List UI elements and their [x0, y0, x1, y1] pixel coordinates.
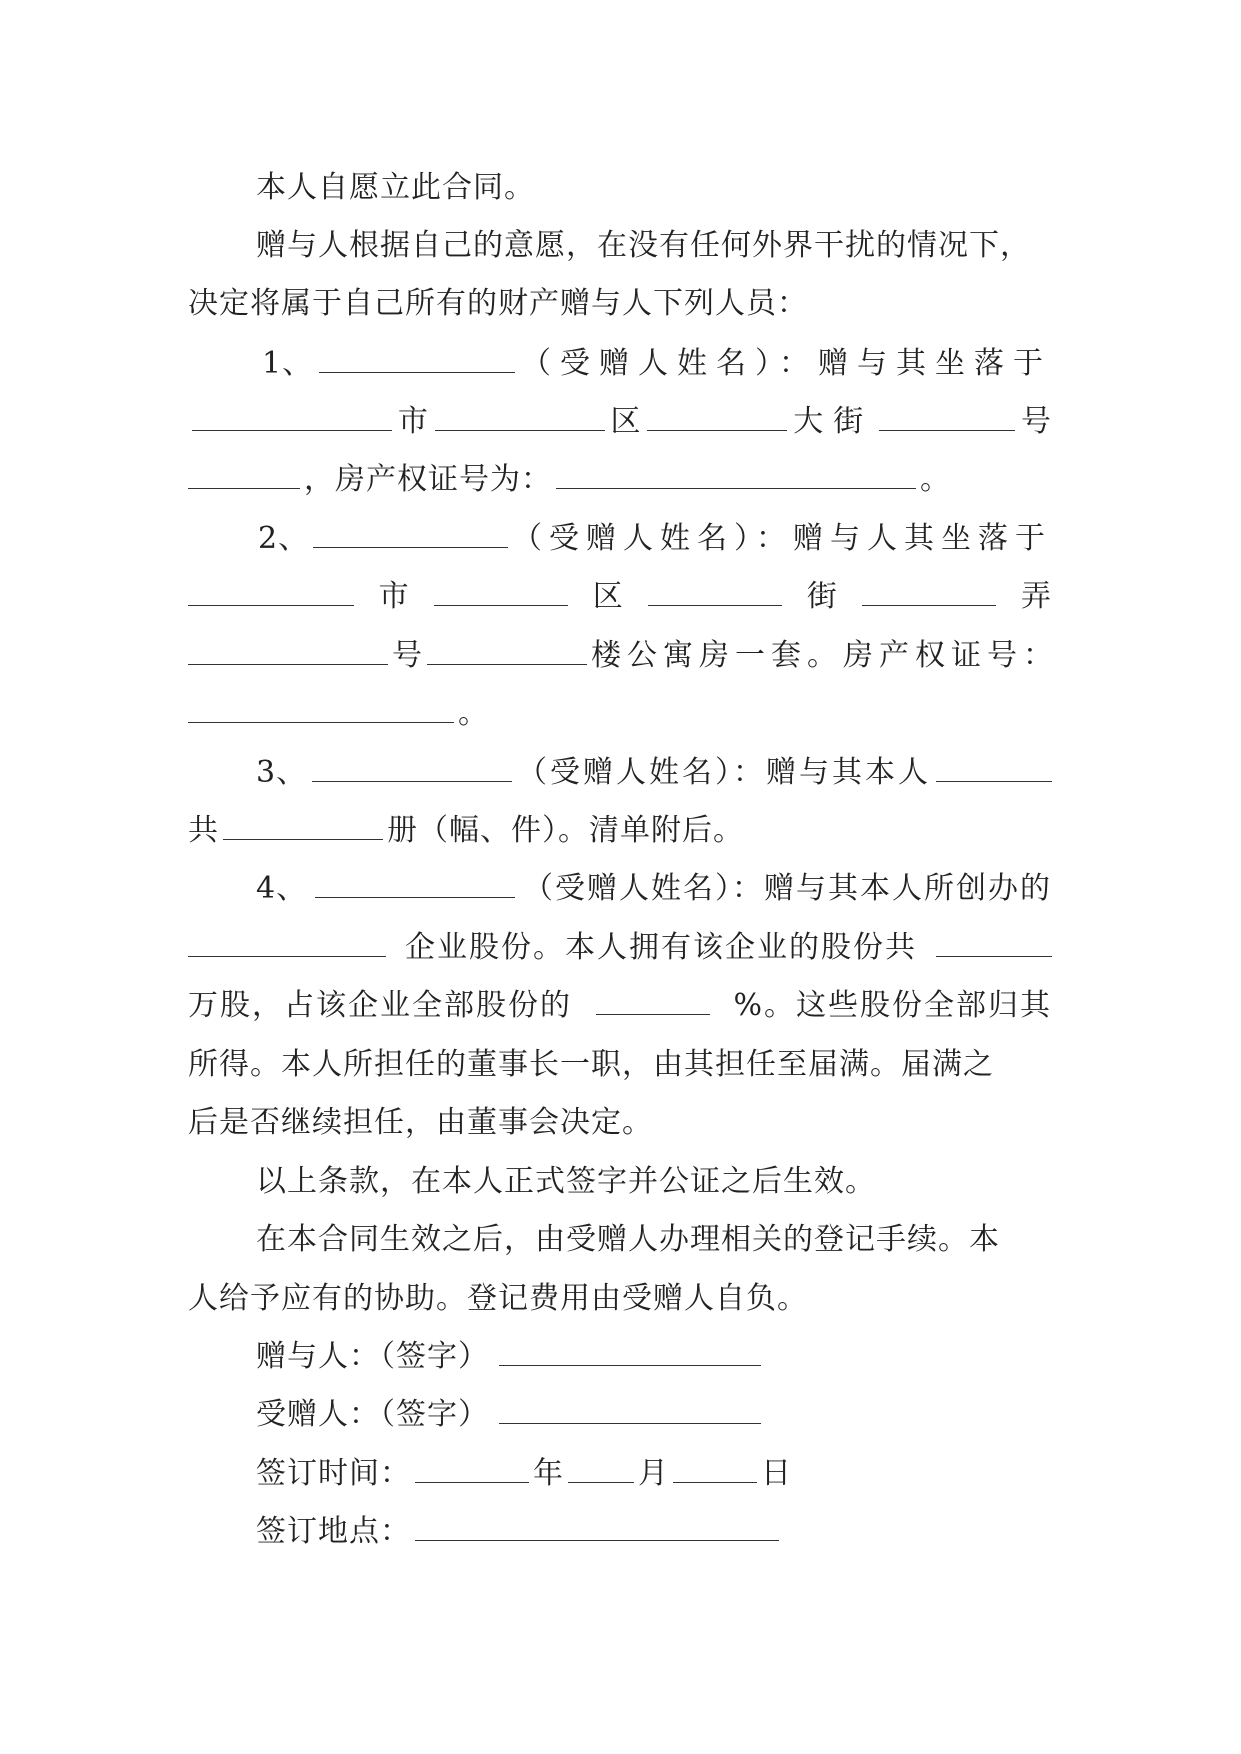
item2-street-blank[interactable]: [648, 577, 782, 606]
item2-city-blank[interactable]: [188, 577, 354, 606]
item2-cert-blank[interactable]: [188, 694, 454, 723]
item3-total-label: 共: [188, 813, 219, 848]
item4-percent-blank[interactable]: [596, 986, 710, 1015]
item2-building-label: 楼公寓房一套。房产权证号：: [591, 638, 1059, 673]
donor-signature-blank[interactable]: [499, 1337, 761, 1366]
item2-lane-blank[interactable]: [862, 577, 996, 606]
item3-name-hint: （受赠人姓名）：赠与其本人: [517, 755, 932, 790]
item4-shares-label: 企业股份。本人拥有该企业的股份共: [405, 930, 917, 965]
item2-district-blank[interactable]: [434, 577, 568, 606]
sign-date-line: [256, 1454, 1052, 1494]
item4-name-blank[interactable]: [315, 869, 515, 898]
item1-extra-blank[interactable]: [188, 460, 300, 489]
item1-cert-label: ，房产权证号为：: [304, 462, 552, 497]
donee-sign-line: [256, 1395, 1052, 1435]
item2-lane-label: 弄: [1020, 579, 1052, 614]
item4-line-5: [188, 1103, 1052, 1143]
effective-text: 以上条款，在本人正式签字并公证之后生效。: [256, 1164, 876, 1199]
item2-district-label: 区: [592, 579, 624, 614]
item4-name-hint: （受赠人姓名）：赠与其本人所创办的: [523, 871, 1052, 906]
item2-name-hint: （受赠人姓名）：赠与人其坐落于: [512, 521, 1052, 556]
register-line-1: [256, 1220, 1052, 1260]
item1-street-label: 大街: [793, 404, 874, 439]
item3-rest: 册（幅、件）。清单附后。: [387, 813, 744, 848]
item2-street-label: 街: [806, 579, 838, 614]
item2-city-label: 市: [378, 579, 410, 614]
item4-line-2: [188, 928, 1052, 968]
item2-line-2: [188, 577, 1052, 617]
item1-name-blank[interactable]: [319, 344, 515, 373]
item1-street-blank[interactable]: [647, 402, 787, 431]
register-line-2: [188, 1279, 1052, 1319]
item4-wan-label: 万股，占该企业全部股份的: [188, 988, 572, 1023]
item4-pct-label: %。这些股份全部归其: [733, 988, 1052, 1023]
year-label: 年: [533, 1456, 564, 1491]
donee-signature-blank[interactable]: [499, 1395, 761, 1424]
donee-label: 受赠人：（签字）: [256, 1397, 489, 1432]
item1-number: 1、: [262, 346, 314, 381]
item2-line-1: [258, 519, 1052, 559]
item2-name-blank[interactable]: [313, 519, 508, 548]
item2-line-4: [188, 694, 1052, 734]
year-blank[interactable]: [415, 1454, 529, 1483]
item2-end: 。: [458, 696, 489, 731]
sign-place-line: [256, 1512, 1052, 1552]
day-label: 日: [761, 1456, 792, 1491]
decide-line-2: [188, 284, 1052, 324]
item3-item-blank[interactable]: [936, 753, 1052, 782]
day-blank[interactable]: [673, 1454, 757, 1483]
item1-cert-blank[interactable]: [556, 460, 916, 489]
item2-line-3: [188, 636, 1059, 676]
item4-line5-text: 后是否继续担任，由董事会决定。: [188, 1105, 653, 1140]
item1-end: 。: [920, 462, 951, 497]
register-text-1: 在本合同生效之后，由受赠人办理相关的登记手续。本: [256, 1222, 1000, 1257]
month-label: 月: [638, 1456, 669, 1491]
month-blank[interactable]: [568, 1454, 634, 1483]
decide-text-2: 决定将属于自己所有的财产赠与人下列人员：: [188, 286, 808, 321]
item3-name-blank[interactable]: [312, 753, 512, 782]
item4-line-4: [188, 1045, 1052, 1085]
item1-name-hint: （受赠人姓名）：赠与其坐落于: [521, 346, 1052, 381]
item3-line-1: [256, 753, 1052, 793]
date-label: 签订时间：: [256, 1456, 411, 1491]
item1-number-blank[interactable]: [879, 402, 1015, 431]
item1-district-label: 区: [610, 404, 642, 439]
item4-company-blank[interactable]: [188, 928, 386, 957]
item3-total-blank[interactable]: [223, 811, 383, 840]
place-label: 签订地点：: [256, 1514, 411, 1549]
item1-district-blank[interactable]: [435, 402, 605, 431]
place-blank[interactable]: [415, 1512, 779, 1541]
item2-no-label: 号: [392, 638, 423, 673]
item2-number: 2、: [258, 521, 310, 556]
item3-line-2: [188, 811, 1052, 851]
effective-line: [256, 1162, 1052, 1202]
item1-number-label: 号: [1020, 404, 1052, 439]
donor-sign-line: [256, 1337, 1052, 1377]
item4-line-3: [188, 986, 1052, 1026]
item4-line4-text: 所得。本人所担任的董事长一职，由其担任至届满。届满之: [188, 1047, 994, 1082]
register-text-2: 人给予应有的协助。登记费用由受赠人自负。: [188, 1281, 808, 1316]
item1-city-label: 市: [397, 404, 429, 439]
intro-line: [256, 168, 1052, 208]
item2-building-blank[interactable]: [427, 636, 587, 665]
item1-line-2: [188, 402, 1052, 442]
decide-line-1: [256, 226, 1052, 266]
item1-line-1: [262, 344, 1052, 384]
item1-city-blank[interactable]: [192, 402, 392, 431]
item4-line-1: [256, 869, 1052, 909]
item1-line-3: [188, 460, 1052, 500]
donor-label: 赠与人：（签字）: [256, 1339, 489, 1374]
item3-number: 3、: [256, 755, 308, 790]
item2-no-blank[interactable]: [188, 636, 388, 665]
decide-text-1: 赠与人根据自己的意愿，在没有任何外界干扰的情况下，: [256, 228, 1031, 263]
item2-no-group: [188, 636, 591, 676]
intro-text: 本人自愿立此合同。: [256, 170, 535, 205]
item4-shares-blank[interactable]: [936, 928, 1052, 957]
item4-number: 4、: [256, 871, 308, 906]
